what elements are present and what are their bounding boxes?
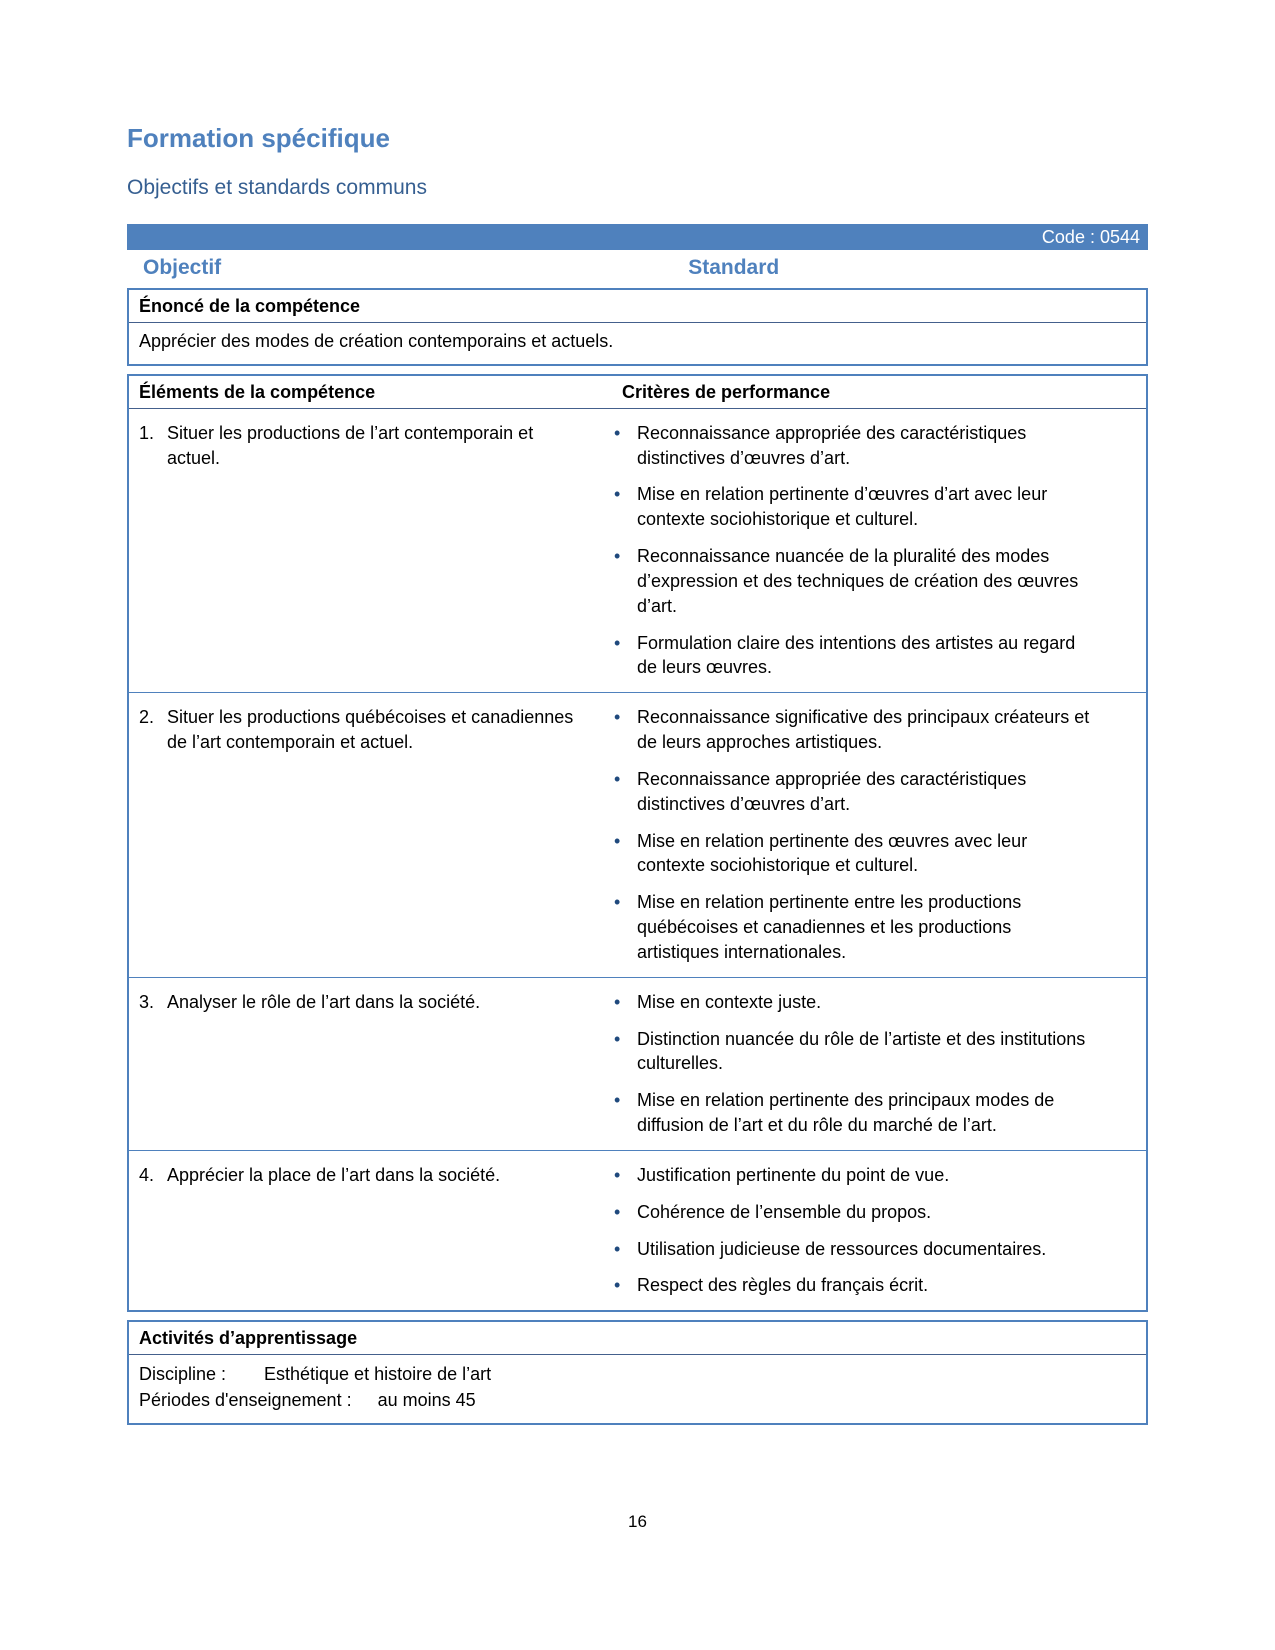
criterion-item	[612, 482, 1098, 532]
criterion-item	[612, 544, 1098, 618]
criterion-item	[612, 890, 1098, 964]
criterion-text: Reconnaissance appropriée des caractéristiques distinctives d’œuvres d’art.	[637, 422, 1027, 468]
criterion-text: Distinction nuancée du rôle de l’artiste et des institutions culturelles.	[637, 1028, 1086, 1074]
activites-box	[127, 1320, 1148, 1425]
periodes-line	[139, 1387, 1136, 1413]
periodes-value: au moins 45	[377, 1390, 476, 1411]
element-number: 4.	[139, 1164, 155, 1185]
bullet-icon: •	[614, 1164, 621, 1185]
criterion-text: Mise en relation pertinente des œuvres avec leur contexte sociohistorique et culturel.	[637, 830, 1028, 876]
criterion-item	[612, 767, 1098, 817]
criterion-item	[612, 421, 1098, 471]
discipline-line	[139, 1361, 1136, 1387]
page-content	[127, 0, 1148, 1425]
criterion-text: Reconnaissance appropriée des caractéristiques distinctives d’œuvres d’art.	[637, 768, 1027, 814]
bullet-icon: •	[614, 892, 621, 913]
elements-criteres-box	[127, 374, 1148, 1312]
periodes-label: Périodes d'enseignement :	[139, 1390, 352, 1411]
criterion-item	[612, 829, 1098, 879]
bullet-icon: •	[614, 422, 621, 443]
criteres-header: Critères de performance	[622, 381, 831, 402]
element-text: Situer les productions québécoises et canadiennes de l’art contemporain et actuel.	[167, 707, 574, 753]
element-number: 3.	[139, 991, 155, 1012]
element-text: Analyser le rôle de l’art dans la société.	[167, 991, 481, 1012]
criterion-text: Utilisation judicieuse de ressources documentaires.	[637, 1238, 1047, 1259]
page-number: 16	[628, 1512, 647, 1531]
element-text: Apprécier la place de l’art dans la société.	[167, 1164, 501, 1185]
table-row	[129, 409, 1146, 692]
bullet-icon: •	[614, 830, 621, 851]
element-cell	[129, 701, 612, 966]
activites-body	[129, 1355, 1146, 1423]
activites-header: Activités d’apprentissage	[129, 1322, 1146, 1355]
bullet-icon: •	[614, 991, 621, 1012]
standard-column-header: Standard	[688, 256, 780, 279]
criterion-item	[612, 1200, 1098, 1225]
criterion-text: Mise en relation pertinente des principaux modes de diffusion de l’art et du rôle du marché de l’art.	[637, 1090, 1055, 1136]
bullet-icon: •	[614, 1028, 621, 1049]
bullet-icon: •	[614, 707, 621, 728]
code-bar	[127, 224, 1148, 250]
elements-header: Éléments de la compétence	[139, 381, 376, 402]
criterion-item	[612, 1237, 1098, 1262]
objectif-column-header: Objectif	[143, 256, 222, 279]
page-title: Formation spécifique	[127, 123, 390, 153]
criterion-text: Respect des règles du français écrit.	[637, 1275, 929, 1296]
criteria-list	[612, 1163, 1098, 1298]
element-cell	[129, 1159, 612, 1300]
criteria-list	[612, 990, 1098, 1138]
code-label: Code : 0544	[1041, 226, 1140, 247]
column-headers	[127, 250, 1148, 288]
criterion-item	[612, 1088, 1098, 1138]
element-text: Situer les productions de l’art contemporain et actuel.	[167, 422, 534, 468]
bullet-icon: •	[614, 1275, 621, 1296]
criterion-text: Cohérence de l’ensemble du propos.	[637, 1201, 932, 1222]
table-row	[129, 1150, 1146, 1310]
discipline-value: Esthétique et histoire de l’art	[264, 1364, 492, 1385]
page-subtitle: Objectifs et standards communs	[127, 176, 427, 199]
criteria-cell	[612, 986, 1146, 1140]
criterion-text: Justification pertinente du point de vue.	[637, 1164, 950, 1185]
criterion-item	[612, 631, 1098, 681]
bullet-icon: •	[614, 484, 621, 505]
bullet-icon: •	[614, 1201, 621, 1222]
enonce-header: Énoncé de la compétence	[129, 290, 1146, 323]
bullet-icon: •	[614, 1090, 621, 1111]
table-row	[129, 977, 1146, 1150]
table-row	[129, 692, 1146, 976]
table-header-row	[129, 376, 1146, 409]
element-number: 2.	[139, 707, 155, 728]
enonce-box	[127, 288, 1148, 366]
enonce-text: Apprécier des modes de création contemporains et actuels.	[139, 331, 614, 351]
criteria-list	[612, 421, 1098, 680]
element-number: 1.	[139, 422, 155, 443]
criteria-list	[612, 705, 1098, 964]
criteria-cell	[612, 701, 1146, 966]
element-cell	[129, 417, 612, 682]
criteria-cell	[612, 1159, 1146, 1300]
bullet-icon: •	[614, 632, 621, 653]
criterion-text: Mise en relation pertinente entre les productions québécoises et canadiennes et les productions artistiques internationales.	[637, 892, 1022, 962]
criterion-item	[612, 1027, 1098, 1077]
criterion-item	[612, 990, 1098, 1015]
bullet-icon: •	[614, 546, 621, 567]
criterion-text: Mise en contexte juste.	[637, 991, 822, 1012]
criterion-text: Formulation claire des intentions des artistes au regard de leurs œuvres.	[637, 632, 1076, 678]
discipline-label: Discipline :	[139, 1364, 227, 1385]
element-cell	[129, 986, 612, 1140]
criteria-cell	[612, 417, 1146, 682]
criterion-item	[612, 705, 1098, 755]
bullet-icon: •	[614, 1238, 621, 1259]
criterion-text: Reconnaissance significative des principaux créateurs et de leurs approches artistiques.	[637, 707, 1090, 753]
criterion-item	[612, 1273, 1098, 1298]
criterion-text: Reconnaissance nuancée de la pluralité des modes d’expression et des techniques de création des œuvres d’art.	[637, 546, 1079, 616]
criterion-text: Mise en relation pertinente d’œuvres d’art avec leur contexte sociohistorique et culturel.	[637, 484, 1048, 530]
criterion-item	[612, 1163, 1098, 1188]
elements-rows	[129, 409, 1146, 1310]
bullet-icon: •	[614, 768, 621, 789]
